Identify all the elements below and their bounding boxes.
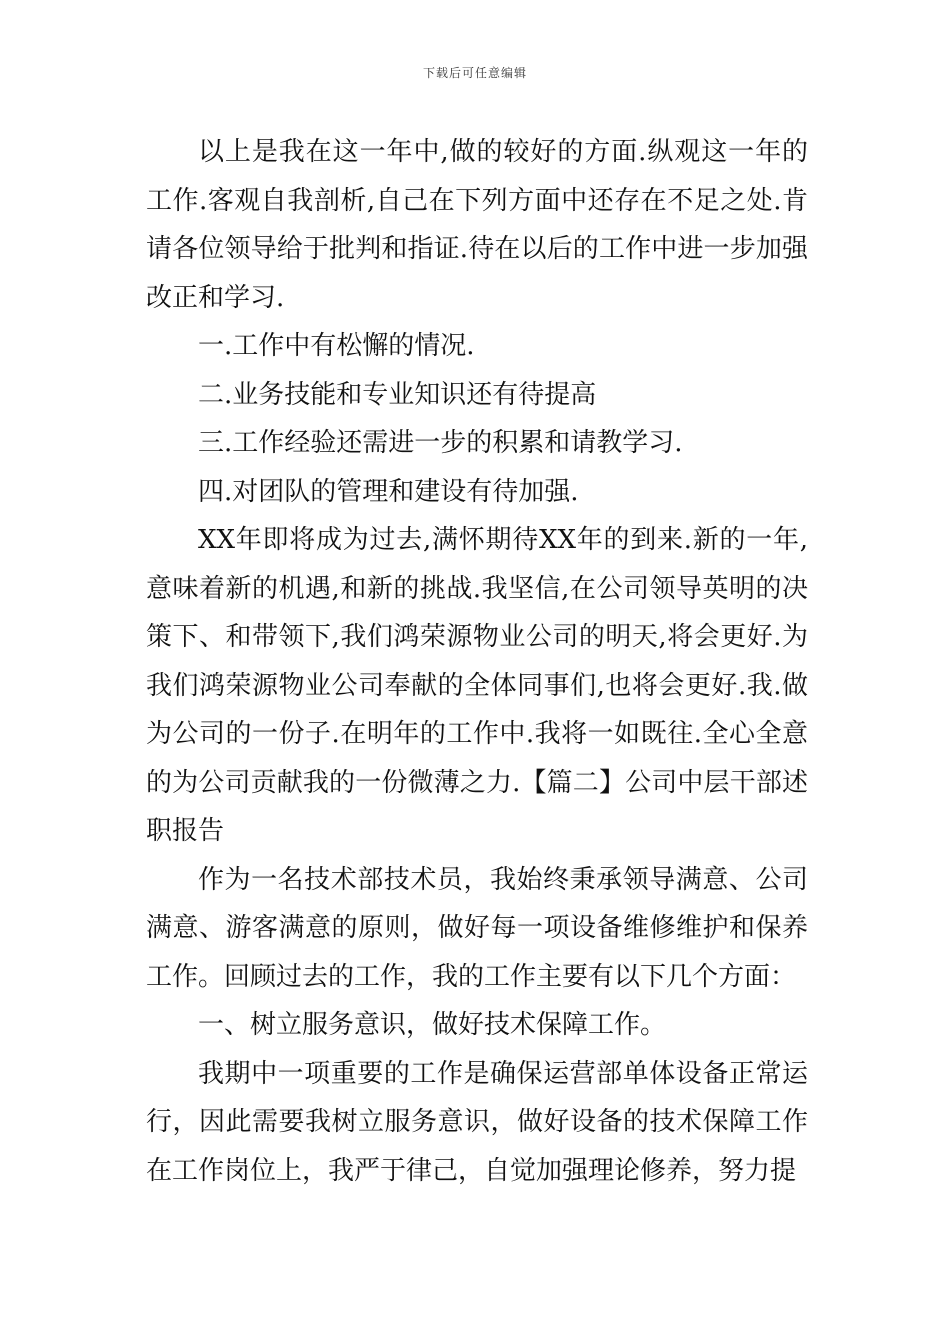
page-header: 下载后可任意编辑 [422,66,527,80]
document-body [146,128,808,1195]
paragraph-service-awareness: 我期中一项重要的工作是确保运营部单体设备正常运行，因此需要我树立服务意识，做好设备的技术保障工作在工作岗位上，我严于律己，自觉加强理论修养，努力提 [146,1058,808,1186]
section-heading-1: 一、树立服务意识，做好技术保障工作。 [198,1010,667,1040]
list-item-2: 二.业务技能和专业知识还有待提高 [198,379,597,410]
list-item-4: 四.对团队的管理和建设有待加强. [198,476,579,507]
paragraph-outlook: XX年即将成为过去,满怀期待XX年的到来.新的一年,意味着新的机遇,和新的挑战.我坚信,在公司领导英明的决策下、和带领下,我们鸿荣源物业公司的明天,将会更好.为我们鸿荣源物业公司奉献的全体同事们,也将会更好.我.做为公司的一份子.在明年的工作中.我将一如既往.全心全意的为公司贡献我的一份微薄之力.【篇二】公司中层干部述职报告 [146,525,808,846]
paragraph-self-review: 以上是我在这一年中,做的较好的方面.纵观这一年的工作.客观自我剖析,自己在下列方面中还存在不足之处.肯请各位领导给于批判和指证.待在以后的工作中进一步加强改正和学习. [146,137,808,313]
paragraph-intro-part-two: 作为一名技术部技术员，我始终秉承领导满意、公司满意、游客满意的原则，做好每一项设备维修维护和保养工作。回顾过去的工作，我的工作主要有以下几个方面： [146,864,808,992]
list-item-1: 一.工作中有松懈的情况. [198,331,475,361]
list-item-3: 三.工作经验还需进一步的积累和请教学习. [198,428,683,458]
